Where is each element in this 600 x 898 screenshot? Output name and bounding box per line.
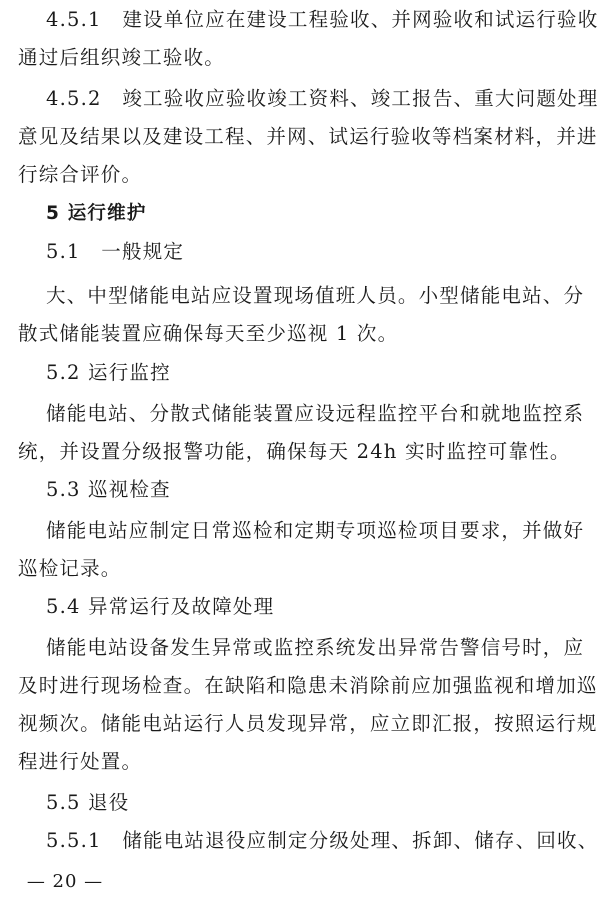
section-5-2-line-1: 储能电站、分散式储能装置应设远程监控平台和就地监控系 [46,402,585,425]
page-number: — 20 — [26,871,104,892]
section-5-4-line-2: 及时进行现场检查。在缺陷和隐患未消除前应加强监视和增加巡 [18,674,598,697]
section-5-1-line-2: 散式储能装置应确保每天至少巡视 1 次。 [18,322,399,345]
section-5-3-heading: 5.3 巡视检查 [46,478,171,501]
section-5-5-heading: 5.5 退役 [46,791,130,814]
clause-4-5-2-line-2: 意见及结果以及建设工程、并网、试运行验收等档案材料，并进 [18,125,598,148]
clause-4-5-2-line-3: 行综合评价。 [18,163,143,186]
section-5-1-heading: 5.1 一般规定 [46,240,185,263]
section-5-4-line-1: 储能电站设备发生异常或监控系统发出异常告警信号时，应 [46,636,585,659]
section-5-1-line-1: 大、中型储能电站应设置现场值班人员。小型储能电站、分 [46,284,585,307]
section-5-4-line-4: 程进行处置。 [18,750,143,773]
clause-4-5-1-line-2: 通过后组织竣工验收。 [18,46,226,69]
clause-5-5-1-line-1: 5.5.1 储能电站退役应制定分级处理、拆卸、储存、回收、 [46,829,599,852]
section-5-2-line-2: 统，并设置分级报警功能，确保每天 24h 实时监控可靠性。 [18,440,571,463]
section-5-heading: 5 运行维护 [46,203,147,224]
clause-4-5-1-line-1: 4.5.1 建设单位应在建设工程验收、并网验收和试运行验收 [46,8,599,31]
section-5-4-line-3: 视频次。储能电站运行人员发现异常，应立即汇报，按照运行规 [18,712,598,735]
clause-4-5-2-line-1: 4.5.2 竣工验收应验收竣工资料、竣工报告、重大问题处理 [46,87,599,110]
section-5-3-line-1: 储能电站应制定日常巡检和定期专项巡检项目要求，并做好 [46,519,585,542]
section-5-3-line-2: 巡检记录。 [18,557,122,580]
section-5-2-heading: 5.2 运行监控 [46,361,171,384]
section-5-4-heading: 5.4 异常运行及故障处理 [46,595,275,618]
